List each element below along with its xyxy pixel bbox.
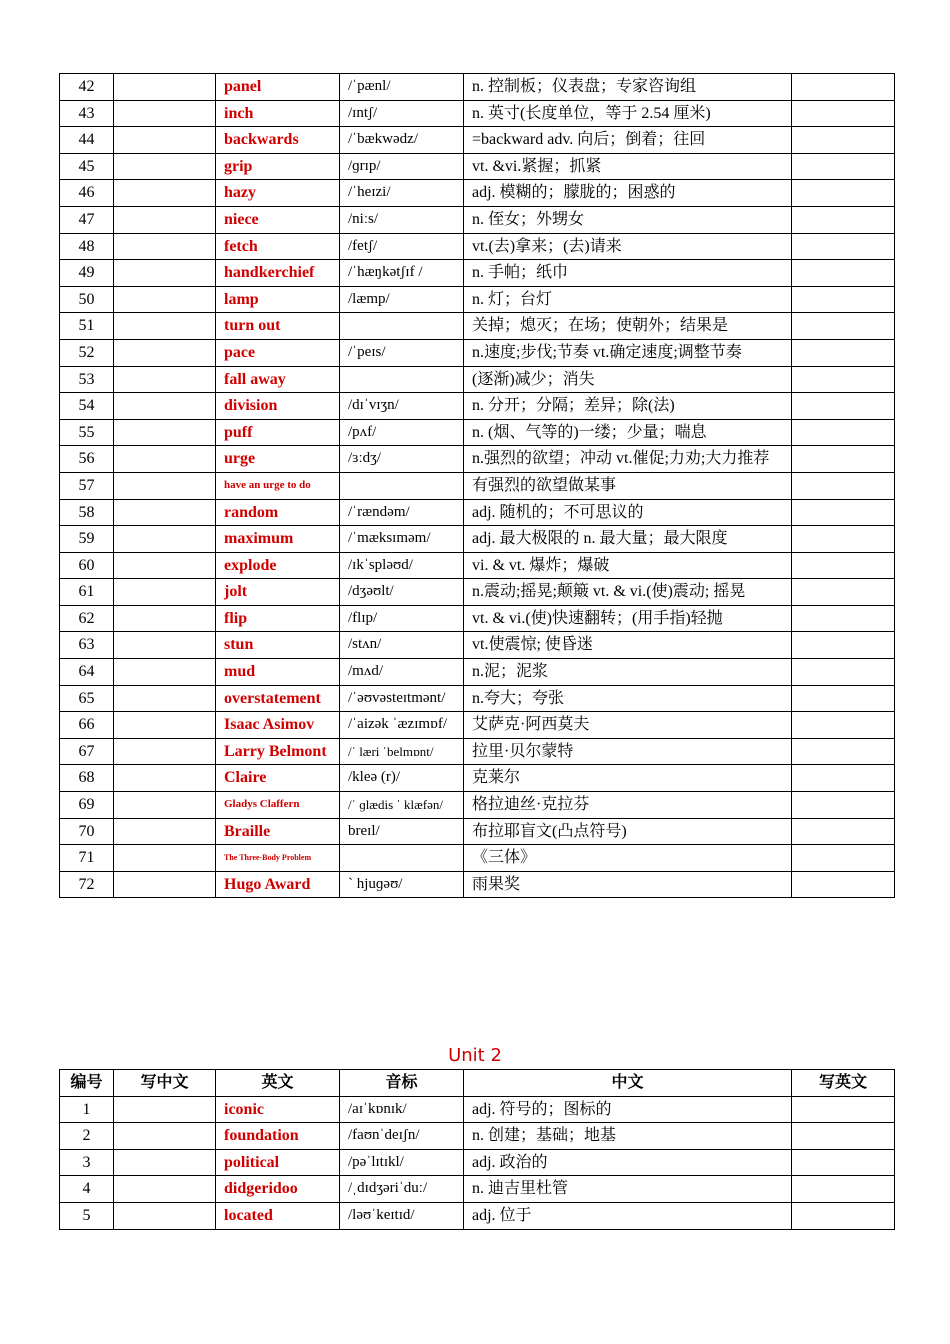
write-english-cell[interactable] bbox=[792, 1202, 895, 1229]
row-number: 61 bbox=[60, 579, 114, 606]
chinese-meaning: adj. 位于 bbox=[464, 1202, 792, 1229]
row-number: 57 bbox=[60, 472, 114, 499]
write-chinese-cell[interactable] bbox=[114, 526, 216, 553]
row-number: 69 bbox=[60, 792, 114, 819]
chinese-meaning: adj. 符号的；图标的 bbox=[464, 1096, 792, 1123]
table-row bbox=[60, 712, 895, 739]
table-row bbox=[60, 871, 895, 898]
row-number: 67 bbox=[60, 738, 114, 765]
chinese-meaning: n.夸大；夸张 bbox=[464, 685, 792, 712]
table-row bbox=[60, 233, 895, 260]
table-row bbox=[60, 206, 895, 233]
row-number: 64 bbox=[60, 659, 114, 686]
row-number: 72 bbox=[60, 871, 114, 898]
english-word: pace bbox=[216, 339, 340, 366]
phonetic: /ˈhæŋkətʃɪf / bbox=[340, 260, 464, 287]
table-row bbox=[60, 1149, 895, 1176]
english-word: located bbox=[216, 1202, 340, 1229]
write-english-cell[interactable] bbox=[792, 180, 895, 207]
chinese-meaning: n. 灯；台灯 bbox=[464, 286, 792, 313]
english-word: overstatement bbox=[216, 685, 340, 712]
english-word: have an urge to do bbox=[216, 472, 340, 499]
table-row bbox=[60, 738, 895, 765]
write-english-cell[interactable] bbox=[792, 871, 895, 898]
table-row bbox=[60, 632, 895, 659]
write-chinese-cell[interactable] bbox=[114, 685, 216, 712]
write-chinese-cell[interactable] bbox=[114, 871, 216, 898]
write-english-cell[interactable] bbox=[792, 605, 895, 632]
write-english-cell[interactable] bbox=[792, 286, 895, 313]
phonetic: /ɪntʃ/ bbox=[340, 100, 464, 127]
english-word: Braille bbox=[216, 818, 340, 845]
english-word: lamp bbox=[216, 286, 340, 313]
write-chinese-cell[interactable] bbox=[114, 127, 216, 154]
table-header-row bbox=[60, 1070, 895, 1097]
write-english-cell[interactable] bbox=[792, 206, 895, 233]
vocab-table-unit1-continued bbox=[59, 73, 895, 898]
table-row bbox=[60, 765, 895, 792]
write-english-cell[interactable] bbox=[792, 685, 895, 712]
phonetic: /ˈrændəm/ bbox=[340, 499, 464, 526]
phonetic bbox=[340, 845, 464, 872]
phonetic: breɪl/ bbox=[340, 818, 464, 845]
english-word: random bbox=[216, 499, 340, 526]
write-chinese-cell[interactable] bbox=[114, 818, 216, 845]
chinese-meaning: n. 控制板；仪表盘；专家咨询组 bbox=[464, 74, 792, 101]
phonetic bbox=[340, 366, 464, 393]
table-row bbox=[60, 100, 895, 127]
chinese-meaning: adj. 最大极限的 n. 最大量；最大限度 bbox=[464, 526, 792, 553]
phonetic: /dʒəʊlt/ bbox=[340, 579, 464, 606]
write-chinese-cell[interactable] bbox=[114, 1176, 216, 1203]
table-row bbox=[60, 818, 895, 845]
english-word: foundation bbox=[216, 1123, 340, 1150]
english-word: The Three-Body Problem bbox=[216, 845, 340, 872]
english-word: Isaac Asimov bbox=[216, 712, 340, 739]
write-english-cell[interactable] bbox=[792, 100, 895, 127]
write-chinese-cell[interactable] bbox=[114, 180, 216, 207]
row-number: 65 bbox=[60, 685, 114, 712]
chinese-meaning: n. 英寸(长度单位，等于 2.54 厘米) bbox=[464, 100, 792, 127]
english-word: puff bbox=[216, 419, 340, 446]
phonetic: /ˈ ɡlædis ˈ klæfən/ bbox=[340, 792, 464, 819]
write-english-cell[interactable] bbox=[792, 659, 895, 686]
chinese-meaning: 艾萨克·阿西莫夫 bbox=[464, 712, 792, 739]
chinese-meaning: 有强烈的欲望做某事 bbox=[464, 472, 792, 499]
chinese-meaning: n. (烟、气等的)一缕；少量；喘息 bbox=[464, 419, 792, 446]
row-number: 42 bbox=[60, 74, 114, 101]
write-english-cell[interactable] bbox=[792, 1123, 895, 1150]
write-chinese-cell[interactable] bbox=[114, 605, 216, 632]
chinese-meaning: vt.(去)拿来；(去)请来 bbox=[464, 233, 792, 260]
english-word: urge bbox=[216, 446, 340, 473]
write-english-cell[interactable] bbox=[792, 1149, 895, 1176]
write-english-cell[interactable] bbox=[792, 499, 895, 526]
phonetic: /ˈpænl/ bbox=[340, 74, 464, 101]
row-number: 45 bbox=[60, 153, 114, 180]
write-chinese-cell[interactable] bbox=[114, 366, 216, 393]
chinese-meaning: 《三体》 bbox=[464, 845, 792, 872]
write-english-cell[interactable] bbox=[792, 712, 895, 739]
write-english-cell[interactable] bbox=[792, 765, 895, 792]
chinese-meaning: 克莱尔 bbox=[464, 765, 792, 792]
chinese-meaning: (逐渐)减少；消失 bbox=[464, 366, 792, 393]
phonetic: /ˈheɪzi/ bbox=[340, 180, 464, 207]
phonetic: /ɜːdʒ/ bbox=[340, 446, 464, 473]
write-english-cell[interactable] bbox=[792, 472, 895, 499]
table-row bbox=[60, 579, 895, 606]
write-english-cell[interactable] bbox=[792, 818, 895, 845]
row-number: 43 bbox=[60, 100, 114, 127]
row-number: 60 bbox=[60, 552, 114, 579]
phonetic: /ˈbækwədz/ bbox=[340, 127, 464, 154]
chinese-meaning: vt. & vi.(使)快速翻转；(用手指)轻抛 bbox=[464, 605, 792, 632]
english-word: handkerchief bbox=[216, 260, 340, 287]
table-row bbox=[60, 605, 895, 632]
english-word: explode bbox=[216, 552, 340, 579]
chinese-meaning: =backward adv. 向后；倒着；往回 bbox=[464, 127, 792, 154]
english-word: Gladys Claffern bbox=[216, 792, 340, 819]
row-number: 58 bbox=[60, 499, 114, 526]
phonetic: /ləʊˈkeɪtɪd/ bbox=[340, 1202, 464, 1229]
table-row bbox=[60, 260, 895, 287]
phonetic: /niːs/ bbox=[340, 206, 464, 233]
phonetic: /aɪˈkɒnɪk/ bbox=[340, 1096, 464, 1123]
row-number: 68 bbox=[60, 765, 114, 792]
write-english-cell[interactable] bbox=[792, 393, 895, 420]
write-english-cell[interactable] bbox=[792, 313, 895, 340]
phonetic: /mʌd/ bbox=[340, 659, 464, 686]
chinese-meaning: n.速度;步伐;节奏 vt.确定速度;调整节奏 bbox=[464, 339, 792, 366]
row-number: 59 bbox=[60, 526, 114, 553]
english-word: inch bbox=[216, 100, 340, 127]
write-chinese-cell[interactable] bbox=[114, 845, 216, 872]
english-word: grip bbox=[216, 153, 340, 180]
row-number: 71 bbox=[60, 845, 114, 872]
phonetic: /ˈaizək ˈæzɪmɒf/ bbox=[340, 712, 464, 739]
phonetic: /kleə (r)/ bbox=[340, 765, 464, 792]
row-number: 44 bbox=[60, 127, 114, 154]
phonetic: /ɪkˈspləʊd/ bbox=[340, 552, 464, 579]
write-chinese-cell[interactable] bbox=[114, 286, 216, 313]
row-number: 54 bbox=[60, 393, 114, 420]
write-english-cell[interactable] bbox=[792, 153, 895, 180]
table-row bbox=[60, 659, 895, 686]
chinese-meaning: 雨果奖 bbox=[464, 871, 792, 898]
row-number: 55 bbox=[60, 419, 114, 446]
row-number: 56 bbox=[60, 446, 114, 473]
chinese-meaning: n. 侄女；外甥女 bbox=[464, 206, 792, 233]
chinese-meaning: n.泥；泥浆 bbox=[464, 659, 792, 686]
table-row bbox=[60, 685, 895, 712]
row-number: 63 bbox=[60, 632, 114, 659]
chinese-meaning: n. 创建；基础；地基 bbox=[464, 1123, 792, 1150]
chinese-meaning: 拉里·贝尔蒙特 bbox=[464, 738, 792, 765]
row-number: 49 bbox=[60, 260, 114, 287]
phonetic: ˋ hjuɡəʊ/ bbox=[340, 871, 464, 898]
row-number: 51 bbox=[60, 313, 114, 340]
header-chinese: 中文 bbox=[464, 1070, 792, 1097]
header-number: 编号 bbox=[60, 1070, 114, 1097]
chinese-meaning: n. 手帕；纸巾 bbox=[464, 260, 792, 287]
write-english-cell[interactable] bbox=[792, 233, 895, 260]
write-chinese-cell[interactable] bbox=[114, 446, 216, 473]
header-english: 英文 bbox=[216, 1070, 340, 1097]
phonetic: /pʌf/ bbox=[340, 419, 464, 446]
write-english-cell[interactable] bbox=[792, 446, 895, 473]
english-word: iconic bbox=[216, 1096, 340, 1123]
english-word: fetch bbox=[216, 233, 340, 260]
write-chinese-cell[interactable] bbox=[114, 499, 216, 526]
chinese-meaning: 格拉迪丝·克拉芬 bbox=[464, 792, 792, 819]
table-row bbox=[60, 127, 895, 154]
phonetic: /ˌdɪdʒəriˈduː/ bbox=[340, 1176, 464, 1203]
write-chinese-cell[interactable] bbox=[114, 419, 216, 446]
english-word: backwards bbox=[216, 127, 340, 154]
write-chinese-cell[interactable] bbox=[114, 100, 216, 127]
write-chinese-cell[interactable] bbox=[114, 792, 216, 819]
write-english-cell[interactable] bbox=[792, 339, 895, 366]
table-row bbox=[60, 552, 895, 579]
row-number: 48 bbox=[60, 233, 114, 260]
write-chinese-cell[interactable] bbox=[114, 552, 216, 579]
chinese-meaning: adj. 政治的 bbox=[464, 1149, 792, 1176]
phonetic: /ˈpeɪs/ bbox=[340, 339, 464, 366]
english-word: hazy bbox=[216, 180, 340, 207]
row-number: 53 bbox=[60, 366, 114, 393]
row-number: 5 bbox=[60, 1202, 114, 1229]
write-chinese-cell[interactable] bbox=[114, 313, 216, 340]
table-row bbox=[60, 526, 895, 553]
chinese-meaning: adj. 模糊的；朦胧的；困惑的 bbox=[464, 180, 792, 207]
write-english-cell[interactable] bbox=[792, 526, 895, 553]
write-english-cell[interactable] bbox=[792, 1096, 895, 1123]
write-chinese-cell[interactable] bbox=[114, 632, 216, 659]
chinese-meaning: n. 分开；分隔；差异；除(法) bbox=[464, 393, 792, 420]
phonetic bbox=[340, 472, 464, 499]
english-word: jolt bbox=[216, 579, 340, 606]
write-chinese-cell[interactable] bbox=[114, 738, 216, 765]
row-number: 46 bbox=[60, 180, 114, 207]
write-english-cell[interactable] bbox=[792, 845, 895, 872]
write-english-cell[interactable] bbox=[792, 632, 895, 659]
english-word: turn out bbox=[216, 313, 340, 340]
write-chinese-cell[interactable] bbox=[114, 74, 216, 101]
english-word: Hugo Award bbox=[216, 871, 340, 898]
chinese-meaning: adj. 随机的；不可思议的 bbox=[464, 499, 792, 526]
phonetic: /ɡrɪp/ bbox=[340, 153, 464, 180]
write-english-cell[interactable] bbox=[792, 419, 895, 446]
row-number: 62 bbox=[60, 605, 114, 632]
english-word: maximum bbox=[216, 526, 340, 553]
english-word: political bbox=[216, 1149, 340, 1176]
write-english-cell[interactable] bbox=[792, 552, 895, 579]
write-chinese-cell[interactable] bbox=[114, 659, 216, 686]
chinese-meaning: 关掉；熄灭；在场；使朝外；结果是 bbox=[464, 313, 792, 340]
table-row bbox=[60, 339, 895, 366]
write-english-cell[interactable] bbox=[792, 579, 895, 606]
chinese-meaning: 布拉耶盲文(凸点符号) bbox=[464, 818, 792, 845]
write-chinese-cell[interactable] bbox=[114, 1123, 216, 1150]
english-word: niece bbox=[216, 206, 340, 233]
write-english-cell[interactable] bbox=[792, 738, 895, 765]
header-write-english: 写英文 bbox=[792, 1070, 895, 1097]
row-number: 2 bbox=[60, 1123, 114, 1150]
row-number: 1 bbox=[60, 1096, 114, 1123]
english-word: stun bbox=[216, 632, 340, 659]
write-chinese-cell[interactable] bbox=[114, 206, 216, 233]
table-row bbox=[60, 419, 895, 446]
table-row bbox=[60, 366, 895, 393]
phonetic: /ˈəʊvəsteɪtmənt/ bbox=[340, 685, 464, 712]
table-row bbox=[60, 313, 895, 340]
write-chinese-cell[interactable] bbox=[114, 472, 216, 499]
table-row bbox=[60, 792, 895, 819]
row-number: 3 bbox=[60, 1149, 114, 1176]
table-row bbox=[60, 153, 895, 180]
table-row bbox=[60, 1176, 895, 1203]
phonetic: /dɪˈvɪʒn/ bbox=[340, 393, 464, 420]
write-english-cell[interactable] bbox=[792, 127, 895, 154]
row-number: 4 bbox=[60, 1176, 114, 1203]
phonetic: /ˈmæksɪməm/ bbox=[340, 526, 464, 553]
table-row bbox=[60, 1096, 895, 1123]
phonetic: /pəˈlɪtɪkl/ bbox=[340, 1149, 464, 1176]
row-number: 70 bbox=[60, 818, 114, 845]
english-word: panel bbox=[216, 74, 340, 101]
phonetic: /fetʃ/ bbox=[340, 233, 464, 260]
write-english-cell[interactable] bbox=[792, 792, 895, 819]
write-chinese-cell[interactable] bbox=[114, 1202, 216, 1229]
table-row bbox=[60, 1202, 895, 1229]
table-row bbox=[60, 286, 895, 313]
row-number: 50 bbox=[60, 286, 114, 313]
phonetic: /faʊnˈdeɪʃn/ bbox=[340, 1123, 464, 1150]
unit-2-title: Unit 2 bbox=[448, 1045, 502, 1066]
table-row bbox=[60, 499, 895, 526]
chinese-meaning: vt. &vi.紧握；抓紧 bbox=[464, 153, 792, 180]
header-phonetic: 音标 bbox=[340, 1070, 464, 1097]
write-chinese-cell[interactable] bbox=[114, 765, 216, 792]
chinese-meaning: n.震动;摇晃;颠簸 vt. & vi.(使)震动; 摇晃 bbox=[464, 579, 792, 606]
write-english-cell[interactable] bbox=[792, 260, 895, 287]
chinese-meaning: vt.使震惊; 使昏迷 bbox=[464, 632, 792, 659]
english-word: division bbox=[216, 393, 340, 420]
phonetic: /ˈ læri ˈbelmɒnt/ bbox=[340, 738, 464, 765]
english-word: Larry Belmont bbox=[216, 738, 340, 765]
write-chinese-cell[interactable] bbox=[114, 1096, 216, 1123]
row-number: 66 bbox=[60, 712, 114, 739]
chinese-meaning: n. 迪吉里杜管 bbox=[464, 1176, 792, 1203]
write-chinese-cell[interactable] bbox=[114, 393, 216, 420]
english-word: mud bbox=[216, 659, 340, 686]
phonetic bbox=[340, 313, 464, 340]
table-row bbox=[60, 180, 895, 207]
write-chinese-cell[interactable] bbox=[114, 1149, 216, 1176]
table-row bbox=[60, 1123, 895, 1150]
table-row bbox=[60, 472, 895, 499]
phonetic: /læmp/ bbox=[340, 286, 464, 313]
write-english-cell[interactable] bbox=[792, 74, 895, 101]
table-row bbox=[60, 393, 895, 420]
chinese-meaning: n.强烈的欲望；冲动 vt.催促;力劝;大力推荐 bbox=[464, 446, 792, 473]
english-word: flip bbox=[216, 605, 340, 632]
header-write-chinese: 写中文 bbox=[114, 1070, 216, 1097]
table-row bbox=[60, 845, 895, 872]
english-word: fall away bbox=[216, 366, 340, 393]
chinese-meaning: vi. & vt. 爆炸；爆破 bbox=[464, 552, 792, 579]
vocab-table-unit2 bbox=[59, 1069, 895, 1230]
write-chinese-cell[interactable] bbox=[114, 712, 216, 739]
write-chinese-cell[interactable] bbox=[114, 153, 216, 180]
write-chinese-cell[interactable] bbox=[114, 260, 216, 287]
phonetic: /stʌn/ bbox=[340, 632, 464, 659]
write-english-cell[interactable] bbox=[792, 366, 895, 393]
phonetic: /flɪp/ bbox=[340, 605, 464, 632]
table-row bbox=[60, 446, 895, 473]
write-chinese-cell[interactable] bbox=[114, 233, 216, 260]
write-chinese-cell[interactable] bbox=[114, 339, 216, 366]
english-word: didgeridoo bbox=[216, 1176, 340, 1203]
table-row bbox=[60, 74, 895, 101]
row-number: 47 bbox=[60, 206, 114, 233]
write-english-cell[interactable] bbox=[792, 1176, 895, 1203]
english-word: Claire bbox=[216, 765, 340, 792]
write-chinese-cell[interactable] bbox=[114, 579, 216, 606]
row-number: 52 bbox=[60, 339, 114, 366]
